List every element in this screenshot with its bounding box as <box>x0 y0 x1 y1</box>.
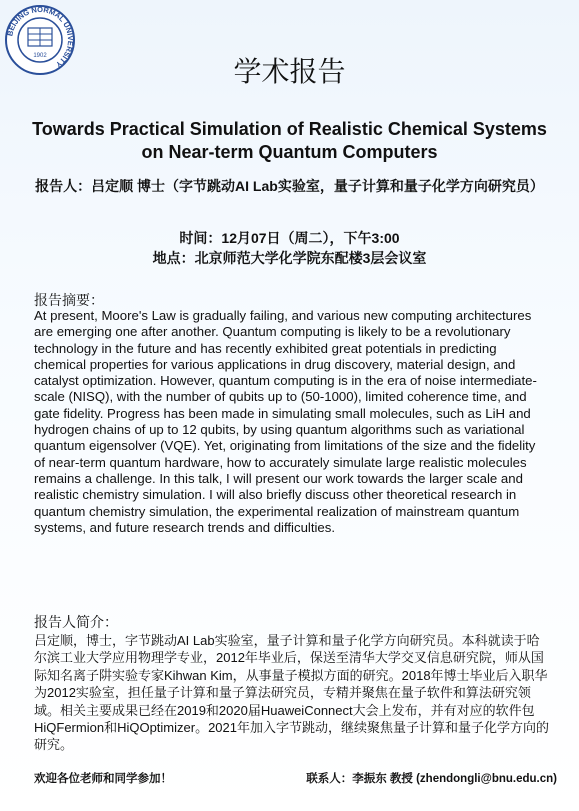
talk-title: Towards Practical Simulation of Realistic Chemical Systems on Near-term Quantum Computers <box>32 119 547 162</box>
svg-text:BEIJING NORMAL UNIVERSITY: BEIJING NORMAL UNIVERSITY <box>5 4 76 70</box>
abstract-text: At present, Moore's Law is gradually failing, and various new computing architectures are emerging one after another. Quantum computing is likely to be a revolutionary technology in the future and has recently exhibited great potentials in predicting chemical properties for various applications in drug discovery, material design, and catalyst optimization. However, quantum computing is in the era of noise intermediate-scale (NISQ), with the number of qubits up to (50-1000), limited coherence time, and gate fidelity. Progress has been made in simulating small molecules, such as LiH and hydrogen chains of up to 12 qubits, by using quantum algorithms such as variational quantum eigensolver (VQE). Yet, originating from limitations of the size and the fidelity of near-term quantum hardware, how to accurately simulate large realistic molecules remains a challenge. In this talk, I will present our work towards the larger scale and realistic chemistry simulation. I will also briefly discuss other theoretical research in quantum chemistry simulation, the experimental realization of mainstream quantum systems, and future research trends and difficulties. <box>34 308 537 535</box>
page-heading: 学术报告 <box>233 55 346 88</box>
bio-label: 报告人简介： <box>34 614 118 630</box>
location-line: 地点：北京师范大学化学院东配楼3层会议室 <box>152 250 427 266</box>
time-location <box>30 228 549 268</box>
time-line: 时间：12月07日（周二），下午3:00 <box>179 230 400 246</box>
svg-text:1902: 1902 <box>33 53 47 59</box>
contact-text: 联系人：李振东 教授 (zhendongli@bnu.edu.cn) <box>306 773 557 785</box>
speaker-line: 报告人：吕定顺 博士（字节跳动AI Lab实验室，量子计算和量子化学方向研究员） <box>35 178 544 194</box>
welcome-text: 欢迎各位老师和同学参加！ <box>34 773 172 785</box>
abstract-label: 报告摘要： <box>34 292 104 308</box>
bio-text: 吕定顺，博士，字节跳动AI Lab实验室，量子计算和量子化学方向研究员。本科就读于哈尔滨工业大学应用物理学专业，2012年毕业后，保送至清华大学交叉信息研究院，师从国际知名离子阱实验专家Kihwan Kim，从事量子模拟方面的研究。2018年博士毕业后入职华为2012实验室，担任量子计算和量子算法研究员，专精并聚焦在量子软件和算法研究领域。相关主要成果已经在2019和2020届HuaweiConnect大会上发布，并有对应的软件包HiQFermion和HiQOptimizer。2021年加入字节跳动，继续聚焦量子计算和量子化学方向的研究。 <box>34 633 549 753</box>
